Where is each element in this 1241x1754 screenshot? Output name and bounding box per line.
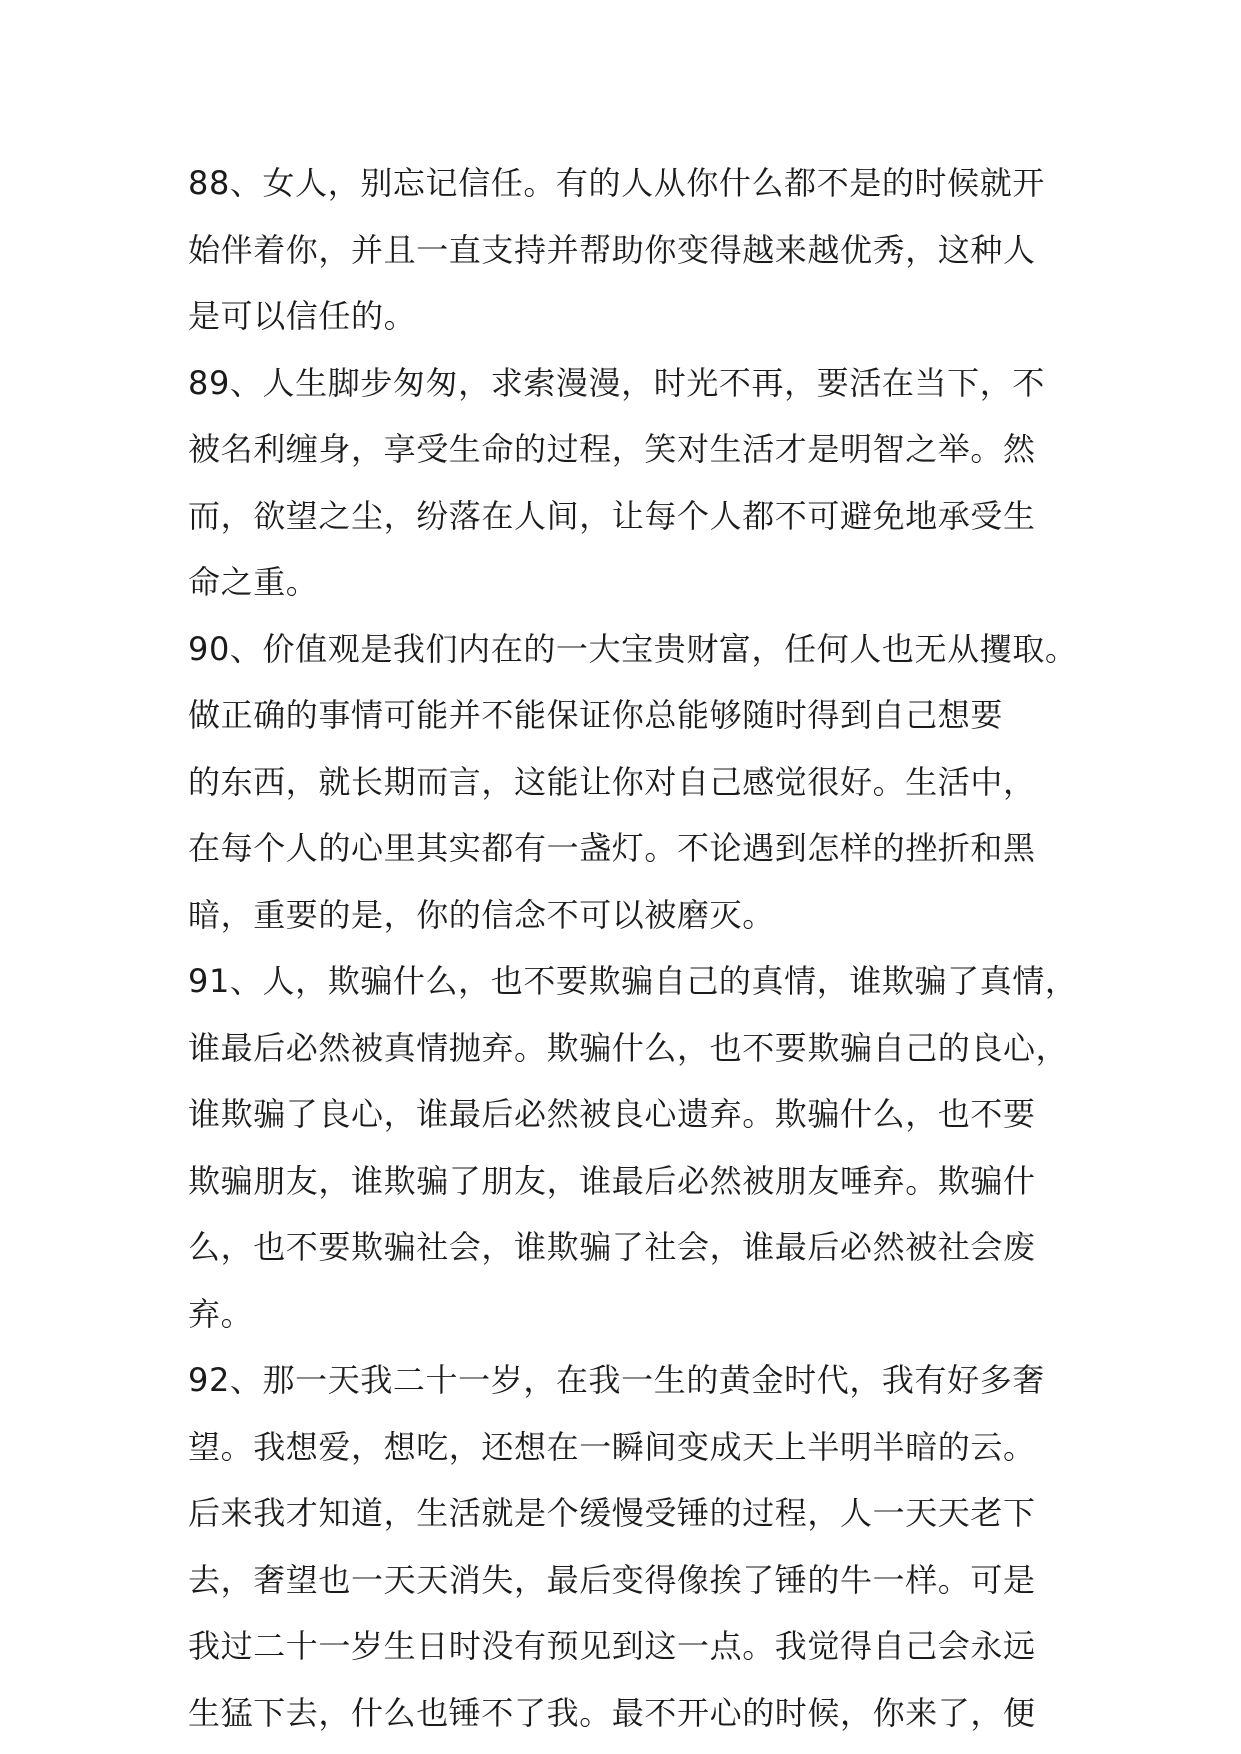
text-line: 91、人，欺骗什么，也不要欺骗自己的真情，谁欺骗了真情， bbox=[188, 962, 1078, 1000]
document-body bbox=[188, 150, 1078, 1746]
text-line: 谁最后必然被真情抛弃。欺骗什么，也不要欺骗自己的良心， bbox=[188, 1028, 1069, 1067]
text-line: 在每个人的心里其实都有一盏灯。不论遇到怎样的挫折和黑 bbox=[188, 829, 1036, 867]
text-line: 暗，重要的是，你的信念不可以被磨灭。 bbox=[188, 895, 775, 934]
text-line: 90、价值观是我们内在的一大宝贵财富，任何人也无从攫取。 bbox=[188, 629, 1078, 668]
text-line: 去，奢望也一天天消失，最后变得像挨了锤的牛一样。可是 bbox=[188, 1560, 1036, 1599]
text-line: 生猛下去，什么也锤不了我。最不开心的时候，你来了，便 bbox=[188, 1693, 1036, 1732]
text-line: 被名利缠身，享受生命的过程，笑对生活才是明智之举。然 bbox=[188, 430, 1036, 468]
text-line: 92、那一天我二十一岁，在我一生的黄金时代，我有好多奢 bbox=[188, 1361, 1045, 1399]
text-line: 弃。 bbox=[188, 1294, 254, 1333]
text-line: 我过二十一岁生日时没有预见到这一点。我觉得自己会永远 bbox=[188, 1627, 1036, 1665]
text-line: 是可以信任的。 bbox=[188, 297, 417, 335]
text-line: 望。我想爱，想吃，还想在一瞬间变成天上半明半暗的云。 bbox=[188, 1427, 1036, 1466]
text-line: 的东西，就长期而言，这能让你对自己感觉很好。生活中， bbox=[188, 762, 1036, 801]
text-line: 而，欲望之尘，纷落在人间，让每个人都不可避免地承受生 bbox=[188, 496, 1036, 535]
text-line: 后来我才知道，生活就是个缓慢受锤的过程，人一天天老下 bbox=[188, 1494, 1036, 1532]
text-line: 谁欺骗了良心，谁最后必然被良心遗弃。欺骗什么，也不要 bbox=[188, 1095, 1036, 1133]
text-line: 欺骗朋友，谁欺骗了朋友，谁最后必然被朋友唾弃。欺骗什 bbox=[188, 1161, 1036, 1200]
text-line: 命之重。 bbox=[188, 563, 319, 601]
text-line: 做正确的事情可能并不能保证你总能够随时得到自己想要 bbox=[188, 696, 1004, 734]
text-line: 89、人生脚步匆匆，求索漫漫，时光不再，要活在当下，不 bbox=[188, 363, 1045, 402]
text-line: 始伴着你，并且一直支持并帮助你变得越来越优秀，这种人 bbox=[188, 230, 1036, 269]
text-line: 88、女人，别忘记信任。有的人从你什么都不是的时候就开 bbox=[188, 164, 1045, 202]
text-line: 么，也不要欺骗社会，谁欺骗了社会，谁最后必然被社会废 bbox=[188, 1228, 1036, 1266]
